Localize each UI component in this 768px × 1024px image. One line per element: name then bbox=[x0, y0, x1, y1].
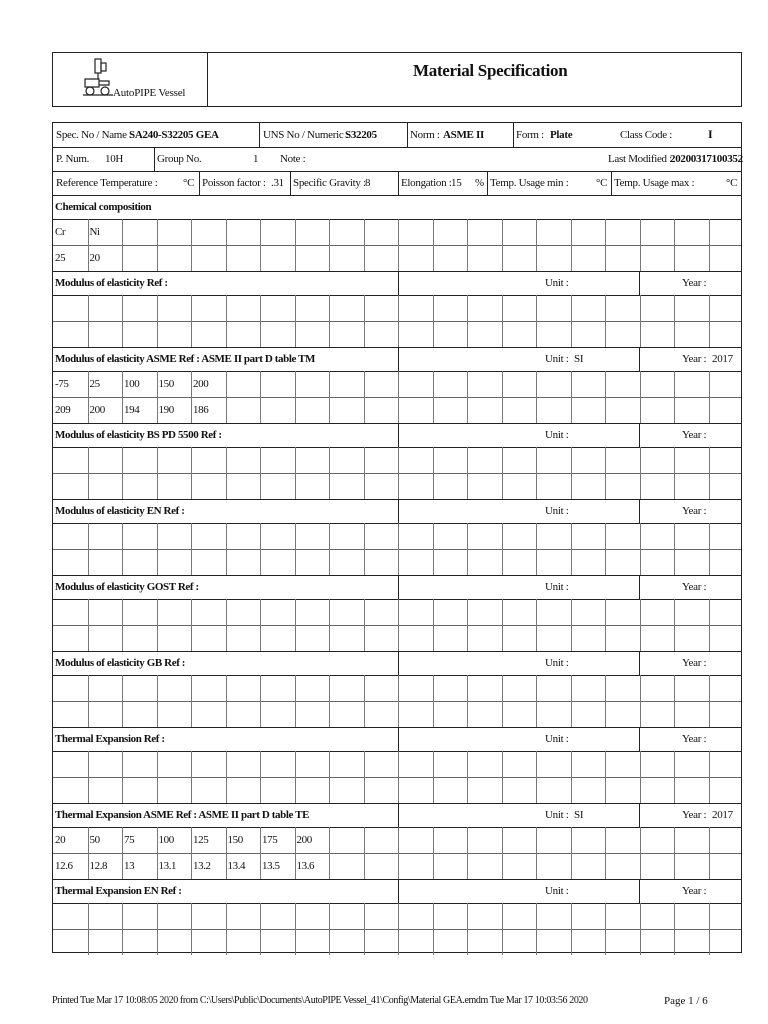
table-cell: 13.1 bbox=[158, 860, 177, 872]
material-form bbox=[52, 122, 742, 953]
table-cell: 150 bbox=[158, 378, 174, 390]
pnum-value: 10H bbox=[105, 153, 124, 165]
spec-label: Spec. No / Name : bbox=[56, 129, 132, 141]
poisson-label: Poisson factor : bbox=[202, 177, 266, 189]
unit-value: SI bbox=[574, 809, 584, 821]
note-label: Note : bbox=[280, 153, 306, 165]
class-code-value: I bbox=[708, 127, 713, 141]
table-cell: 209 bbox=[55, 404, 71, 416]
norm-value: ASME II bbox=[443, 129, 484, 141]
unit-value: SI bbox=[574, 353, 584, 365]
section-title: Thermal Expansion ASME Ref : ASME II part D table TE bbox=[55, 809, 310, 821]
table-cell: 12.8 bbox=[89, 860, 108, 872]
table-cell: 200 bbox=[296, 834, 312, 846]
unit-label: Unit : bbox=[545, 429, 569, 441]
table-cell: 186 bbox=[193, 404, 209, 416]
year-label: Year : bbox=[682, 657, 707, 669]
page-title: Material Specification bbox=[413, 61, 568, 80]
section-title: Modulus of elasticity ASME Ref : ASME II part D table TM bbox=[55, 353, 316, 365]
page-number: Page 1 / 6 bbox=[664, 995, 708, 1007]
temp-max-label: Temp. Usage max : bbox=[614, 177, 695, 189]
year-label: Year : bbox=[682, 733, 707, 745]
year-label: Year : bbox=[682, 505, 707, 517]
table-cell: Cr bbox=[55, 226, 66, 238]
specific-gravity-label: Specific Gravity : bbox=[293, 177, 366, 189]
unit-label: Unit : bbox=[545, 505, 569, 517]
table-cell: 12.6 bbox=[55, 860, 73, 872]
last-modified-value: 20200317100352 bbox=[670, 153, 743, 165]
table-cell: 200 bbox=[89, 404, 105, 416]
spec-value: SA240-S32205 GEA bbox=[129, 129, 219, 141]
last-modified-label: Last Modified : bbox=[608, 153, 672, 165]
section-title: Thermal Expansion EN Ref : bbox=[55, 885, 182, 897]
uns-label: UNS No / Numeric : bbox=[263, 129, 349, 141]
norm-label: Norm : bbox=[410, 129, 440, 141]
section-title: Thermal Expansion Ref : bbox=[55, 733, 165, 745]
section-title: Modulus of elasticity Ref : bbox=[55, 277, 168, 289]
table-cell: 100 bbox=[124, 378, 140, 390]
pnum-label: P. Num. bbox=[56, 153, 90, 165]
unit-label: Unit : bbox=[545, 809, 569, 821]
unit-label: Unit : bbox=[545, 733, 569, 745]
year-label: Year : bbox=[682, 353, 707, 365]
year-value: 2017 bbox=[712, 353, 733, 365]
specific-gravity-value: 8 bbox=[365, 177, 371, 189]
table-cell: 13.6 bbox=[296, 860, 315, 872]
temp-min-unit: °C bbox=[596, 177, 608, 189]
logo-text: AutoPIPE Vessel bbox=[113, 87, 186, 99]
year-label: Year : bbox=[682, 581, 707, 593]
group-value: 1 bbox=[253, 153, 259, 165]
section-title: Modulus of elasticity GB Ref : bbox=[55, 657, 186, 669]
table-cell: 200 bbox=[193, 378, 209, 390]
table-cell: Ni bbox=[89, 226, 100, 238]
form-label: Form : bbox=[516, 129, 544, 141]
elongation-value: 15 bbox=[451, 177, 462, 189]
year-label: Year : bbox=[682, 809, 707, 821]
year-label: Year : bbox=[682, 885, 707, 897]
table-cell: 25 bbox=[55, 252, 66, 264]
section-title: Modulus of elasticity BS PD 5500 Ref : bbox=[55, 429, 222, 441]
table-cell: 13.4 bbox=[227, 860, 246, 872]
table-cell: 150 bbox=[227, 834, 243, 846]
table-cell: 50 bbox=[89, 834, 100, 846]
group-label: Group No. bbox=[157, 153, 202, 165]
autopipe-logo-icon bbox=[81, 57, 115, 97]
table-cell: 175 bbox=[262, 834, 278, 846]
class-code-label: Class Code : bbox=[620, 129, 673, 141]
poisson-value: .31 bbox=[271, 177, 284, 189]
table-cell: 194 bbox=[124, 404, 140, 416]
document-header bbox=[52, 52, 742, 107]
table-cell: 125 bbox=[193, 834, 209, 846]
table-cell: 20 bbox=[89, 252, 100, 264]
section-title: Chemical composition bbox=[55, 201, 152, 213]
table-cell: 13.2 bbox=[193, 860, 211, 872]
uns-value: S32205 bbox=[345, 129, 377, 141]
reference-temperature-label: Reference Temperature : bbox=[56, 177, 158, 189]
table-cell: -75 bbox=[55, 378, 69, 390]
table-cell: 20 bbox=[55, 834, 66, 846]
unit-label: Unit : bbox=[545, 581, 569, 593]
table-cell: 100 bbox=[158, 834, 174, 846]
year-value: 2017 bbox=[712, 809, 733, 821]
unit-label: Unit : bbox=[545, 885, 569, 897]
table-cell: 25 bbox=[89, 378, 100, 390]
table-cell: 13 bbox=[124, 860, 135, 872]
elongation-unit: % bbox=[475, 177, 484, 189]
section-title: Modulus of elasticity GOST Ref : bbox=[55, 581, 199, 593]
form-value: Plate bbox=[550, 129, 573, 141]
temp-max-unit: °C bbox=[726, 177, 738, 189]
unit-label: Unit : bbox=[545, 353, 569, 365]
year-label: Year : bbox=[682, 429, 707, 441]
table-cell: 13.5 bbox=[262, 860, 280, 872]
table-cell: 75 bbox=[124, 834, 135, 846]
logo-box bbox=[53, 53, 208, 106]
print-footer: Printed Tue Mar 17 10:08:05 2020 from C:\Users\Public\Documents\AutoPIPE Vessel_41\Config\Material GEA.emdm Tue Mar 17 10:03:56 2020 bbox=[52, 995, 588, 1006]
elongation-label: Elongation : bbox=[401, 177, 452, 189]
year-label: Year : bbox=[682, 277, 707, 289]
unit-label: Unit : bbox=[545, 657, 569, 669]
section-title: Modulus of elasticity EN Ref : bbox=[55, 505, 185, 517]
reference-temperature-unit: °C bbox=[183, 177, 195, 189]
table-cell: 190 bbox=[158, 404, 174, 416]
unit-label: Unit : bbox=[545, 277, 569, 289]
temp-min-label: Temp. Usage min : bbox=[490, 177, 569, 189]
